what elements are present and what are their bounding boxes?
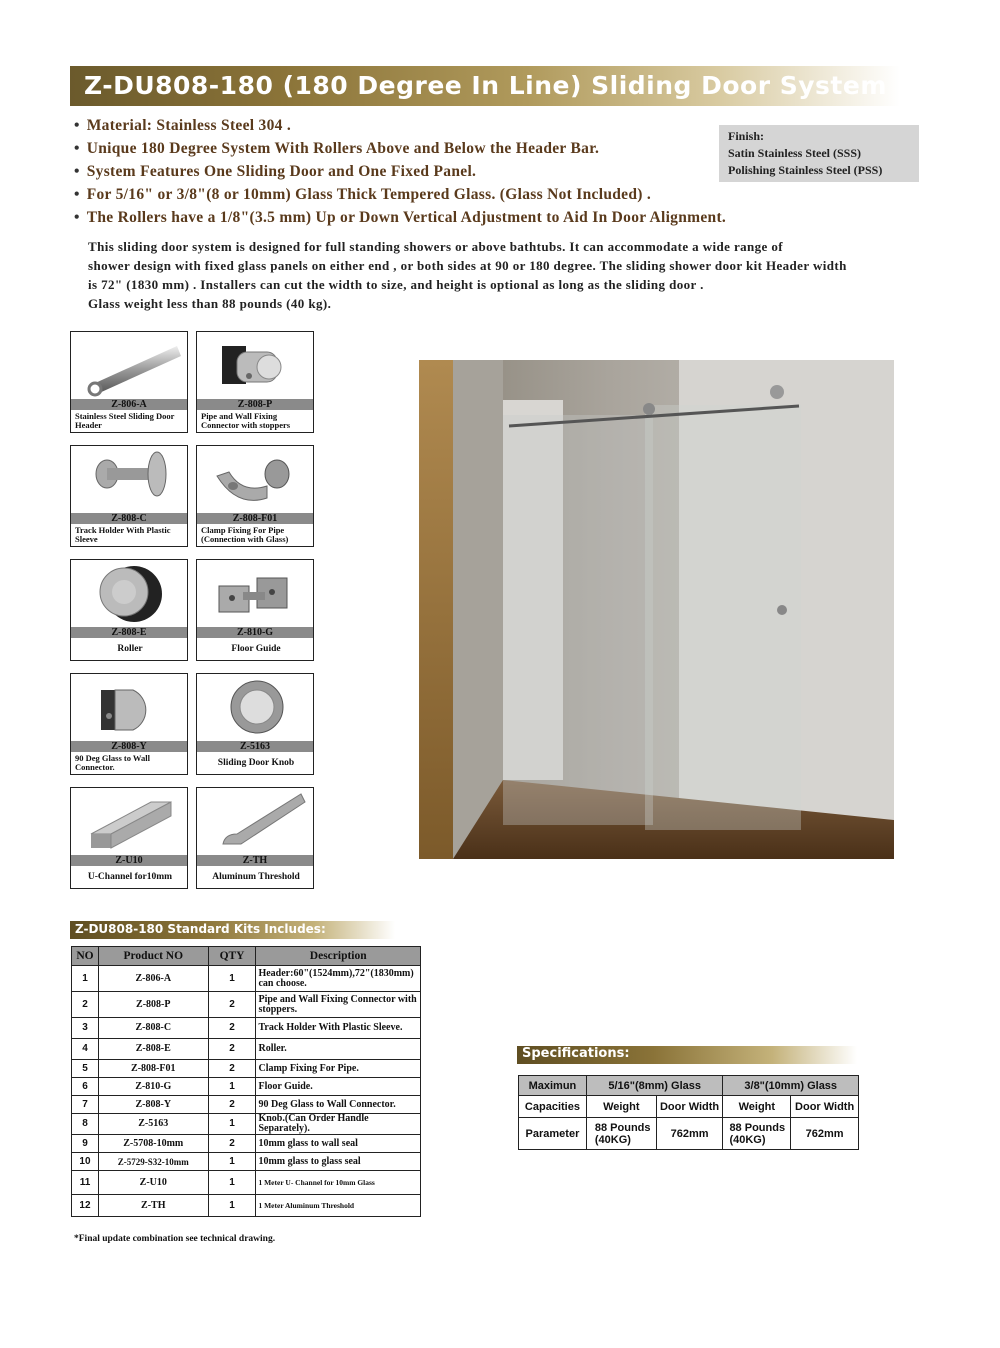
specs-banner (517, 1046, 857, 1064)
spec-header: 5/16"(8mm) Glass (586, 1076, 723, 1096)
spec-header: 3/8"(10mm) Glass (723, 1076, 859, 1096)
part-desc: Aluminum Threshold (212, 872, 300, 882)
part-card (196, 331, 314, 433)
part-card (196, 445, 314, 547)
part-card (196, 787, 314, 889)
column-header: QTY (208, 947, 256, 966)
feature-list (74, 117, 726, 232)
feature-text: System Features One Sliding Door and One Fixed Panel. (86, 163, 477, 180)
threshold-icon (197, 788, 312, 854)
description-paragraph (88, 237, 918, 313)
feature-text: For 5/16" or 3/8"(8 or 10mm) Glass Thick Tempered Glass. (Glass Not Included) . (86, 186, 652, 203)
spec-cell: 762mm (656, 1118, 723, 1150)
part-desc: Floor Guide (231, 644, 281, 654)
table-row: 5 Z-808-F01 2 Clamp Fixing For Pipe. (72, 1060, 421, 1078)
part-desc: Clamp Fixing For Pipe (Connection with Glass) (201, 525, 289, 544)
feature-text: Unique 180 Degree System With Rollers Above and Below the Header Bar. (86, 140, 600, 157)
clamp-icon (197, 446, 312, 512)
part-card (196, 673, 314, 775)
table-row: 8 Z-5163 1 Knob.(Can Order Handle Separately). (72, 1114, 421, 1135)
part-card (70, 559, 188, 661)
part-card (70, 445, 188, 547)
table-row (519, 1096, 859, 1118)
finish-option: Polishing Stainless Steel (PSS) (728, 163, 883, 177)
feature-item: • System Features One Sliding Door and One Fixed Panel. (74, 163, 477, 180)
feature-text: The Rollers have a 1/8"(3.5 mm) Up or Down Vertical Adjustment to Aid In Door Alignment. (86, 209, 727, 226)
feature-item: • Material: Stainless Steel 304 . (74, 117, 292, 134)
part-code: Z-808-F01 (197, 513, 313, 524)
kits-banner (70, 921, 395, 939)
description-line: This sliding door system is designed for full standing showers or above bathtubs. It can accommodate a wide range of (88, 239, 784, 254)
part-desc: U-Channel for10mm (87, 872, 173, 882)
spec-cell: Door Width (656, 1096, 723, 1118)
part-code: Z-808-E (71, 627, 187, 638)
part-code: Z-808-Y (71, 741, 187, 752)
part-desc: Roller (117, 644, 143, 654)
specs-title: Specifications: (522, 1046, 630, 1061)
part-card (196, 559, 314, 661)
roller-icon (71, 560, 186, 626)
spec-header: Maximun (519, 1076, 587, 1096)
table-row: 6 Z-810-G 1 Floor Guide. (72, 1078, 421, 1096)
page-title: Z-DU808-180 (180 Degree In Line) Sliding Door System (84, 71, 887, 100)
part-code: Z-808-C (71, 513, 187, 524)
table-row: 7 Z-808-Y 2 90 Deg Glass to Wall Connector. (72, 1096, 421, 1114)
spec-cell: 762mm (791, 1118, 859, 1150)
feature-text: Material: Stainless Steel 304 . (86, 117, 292, 134)
part-desc: Track Holder With Plastic Sleeve (75, 525, 171, 544)
table-row: 2 Z-808-P 2 Pipe and Wall Fixing Connector with stoppers. (72, 992, 421, 1018)
table-row: 9 Z-5708-10mm 2 10mm glass to wall seal (72, 1135, 421, 1153)
kits-title: Z-DU808-180 Standard Kits Includes: (75, 922, 326, 936)
table-row: 11 Z-U10 1 1 Meter U- Channel for 10mm Glass (72, 1171, 421, 1195)
feature-item: • Unique 180 Degree System With Rollers Above and Below the Header Bar. (74, 140, 600, 157)
spec-cell: Weight (586, 1096, 656, 1118)
spec-cell: Door Width (791, 1096, 859, 1118)
table-row (519, 1118, 859, 1150)
description-line: shower design with fixed glass panels on either end , or both sides at 90 or 180 degree. The sliding shower door kit Header width (88, 258, 847, 273)
feature-item: • The Rollers have a 1/8"(3.5 mm) Up or Down Vertical Adjustment to Aid In Door Alignment. (74, 209, 727, 226)
part-code: Z-810-G (197, 627, 313, 638)
table-row: 1 Z-806-A 1 Header:60"(1524mm),72"(1830mm) can choose. (72, 966, 421, 992)
part-desc: Stainless Steel Sliding Door Header (75, 411, 175, 430)
part-card (70, 673, 188, 775)
table-row: 10 Z-5729-S32-10mm 1 10mm glass to glass seal (72, 1153, 421, 1171)
footnote: *Final update combination see technical drawing. (74, 1234, 276, 1244)
finish-option: Satin Stainless Steel (SSS) (728, 146, 862, 160)
title-banner (70, 66, 900, 106)
knob-icon (197, 674, 312, 740)
spec-cell: Parameter (519, 1118, 587, 1150)
part-code: Z-808-P (197, 399, 313, 410)
column-header: NO (72, 947, 99, 966)
floor-guide-icon (197, 560, 312, 626)
spec-cell: 88 Pounds (40KG) (723, 1118, 791, 1150)
connector-icon (197, 332, 312, 398)
finish-box (719, 125, 919, 182)
part-code: Z-806-A (71, 399, 187, 410)
column-header: Description (256, 947, 421, 966)
specs-table (518, 1075, 859, 1150)
part-card (70, 331, 188, 433)
part-desc: Pipe and Wall Fixing Connector with stoppers (201, 411, 291, 430)
description-line: is 72" (1830 mm) . Installers can cut the width to size, and height is optional as long as the sliding door . (88, 277, 704, 292)
table-row: 12 Z-TH 1 1 Meter Aluminum Threshold (72, 1195, 421, 1217)
part-code: Z-5163 (197, 741, 313, 752)
glass-connector-icon (71, 674, 186, 740)
part-code: Z-TH (197, 855, 313, 866)
column-header: Product NO (98, 947, 208, 966)
u-channel-icon (71, 788, 186, 854)
spec-cell: Weight (723, 1096, 791, 1118)
table-header-row (72, 947, 421, 966)
part-code: Z-U10 (71, 855, 187, 866)
table-row: 3 Z-808-C 2 Track Holder With Plastic Sleeve. (72, 1018, 421, 1039)
spec-cell: 88 Pounds (40KG) (586, 1118, 656, 1150)
finish-label: Finish: (728, 129, 765, 143)
shower-photo (419, 360, 894, 859)
table-header-row (519, 1076, 859, 1096)
spec-cell: Capacities (519, 1096, 587, 1118)
part-desc: 90 Deg Glass to Wall Connector. (75, 753, 150, 772)
kits-table (71, 946, 421, 1217)
feature-item: • For 5/16" or 3/8"(8 or 10mm) Glass Thick Tempered Glass. (Glass Not Included) . (74, 186, 652, 203)
description-line: Glass weight less than 88 pounds (40 kg). (88, 296, 332, 311)
track-holder-icon (71, 446, 186, 512)
part-card (70, 787, 188, 889)
table-row: 4 Z-808-E 2 Roller. (72, 1039, 421, 1060)
tube-icon (71, 332, 186, 398)
part-desc: Sliding Door Knob (217, 758, 295, 768)
